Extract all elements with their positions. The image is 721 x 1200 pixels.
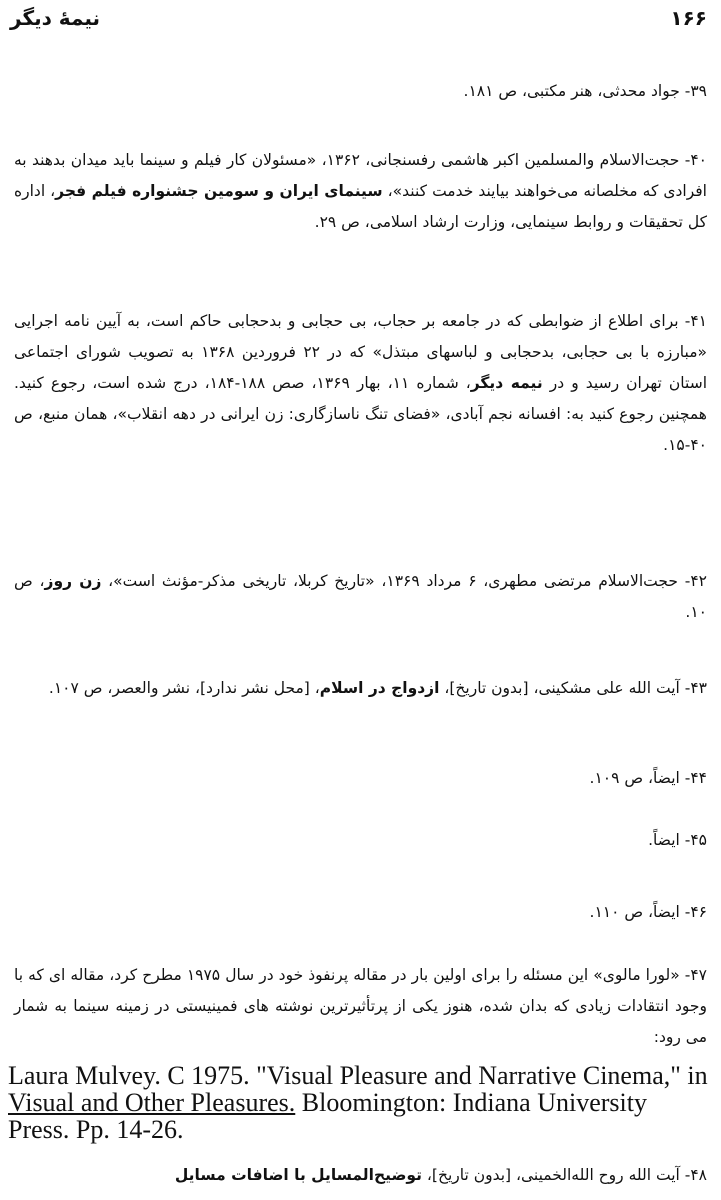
footnote-48 xyxy=(14,1160,707,1191)
footnote-41-title: نیمه دیگر xyxy=(470,374,543,392)
journal-title: نیمهٔ دیگر xyxy=(10,6,101,30)
footnote-42-text-c: ، ص ۱۰. xyxy=(14,572,707,621)
footnote-40-text-c: ، اداره کل تحقیقات و روابط سینمایی، وزارت ارشاد اسلامی، ص ۲۹. xyxy=(14,182,707,231)
footnote-42 xyxy=(14,566,707,628)
footnote-47: ۴۷- «لورا مالوی» این مسئله را برای اولین بار در مقاله پرنفوذ خود در سال ۱۹۷۵ مطرح کرد، مقاله ای که با وجود انتقادات زیادی که بدان شده، هنوز یکی از پرتأثیرترین نوشته های فمینیستی در زمینه سینما به شمار می رود: xyxy=(14,966,707,1046)
footnote-41 xyxy=(14,306,707,461)
footnote-40-title: سینمای ایران و سومین جشنواره فیلم فجر xyxy=(55,182,383,200)
footnote-40 xyxy=(14,145,707,238)
english-citation xyxy=(8,1062,714,1143)
footnote-39: ۳۹- جواد محدثی، هنر مکتبی، ص ۱۸۱. xyxy=(463,82,707,100)
footnote-43-text-a: ۴۳- آیت الله علی مشکینی، [بدون تاریخ]، xyxy=(439,679,707,697)
footnote-41-text-c: ، شماره ۱۱، بهار ۱۳۶۹، صص ۱۸۸-۱۸۴، درج شده است، رجوع کنید. همچنین رجوع کنید به: افسانه نجم آبادی، «فضای تنگ ناسازگاری: زن ایرانی در دهه انقلاب»، همان منبع، ص ۴۰-۱۵. xyxy=(14,374,707,454)
footnote-43 xyxy=(14,673,707,704)
citation-book-title: Visual and Other Pleasures. xyxy=(8,1088,296,1117)
footnote-44: ۴۴- ایضاً، ص ۱۰۹. xyxy=(589,769,707,787)
footnote-46: ۴۶- ایضاً، ص ۱۱۰. xyxy=(589,903,707,921)
footnote-48-title: توضیح‌المسایل با اضافات مسایل xyxy=(174,1166,422,1184)
footnote-40-text-a: ۴۰- حجت‌الاسلام والمسلمین اکبر هاشمی رفسنجانی، ۱۳۶۲، «مسئولان کار فیلم و سینما باید میدان بدهند به افرادی که مخلصانه می‌خواهند بیایند خدمت کنند»، xyxy=(14,151,707,200)
footnote-43-text-c: ، [محل نشر ندارد]، نشر والعصر، ص ۱۰۷. xyxy=(48,679,320,697)
footnote-48-text-a: ۴۸- آیت الله روح الله‌الخمینی، [بدون تاریخ]، xyxy=(421,1166,707,1184)
page-number: ۱۶۶ xyxy=(670,6,707,30)
footnote-43-title: ازدواج در اسلام xyxy=(319,679,440,697)
citation-text-c: Bloomington: Indiana University Press. Pp. 14-26. xyxy=(8,1088,647,1144)
footnote-45: ۴۵- ایضاً. xyxy=(648,831,707,849)
footnote-42-title: زن روز xyxy=(44,572,102,590)
citation-text-a: Laura Mulvey. C 1975. "Visual Pleasure and Narrative Cinema," in xyxy=(8,1061,708,1090)
footnote-41-text-a: ۴۱- برای اطلاع از ضوابطی که در جامعه بر حجاب، بی حجابی و بدحجابی حاکم است، به آیین نامه اجرایی «مبارزه با بی حجابی، بدحجابی و لباسهای مبتذل» که در ۲۲ فروردین ۱۳۶۸ به تصویب شورای اجتماعی استان تهران رسید و در xyxy=(14,312,707,392)
footnote-42-text-a: ۴۲- حجت‌الاسلام مرتضی مطهری، ۶ مرداد ۱۳۶۹، «تاریخ کربلا، تاریخی مذکر-مؤنث است»، xyxy=(101,572,708,590)
